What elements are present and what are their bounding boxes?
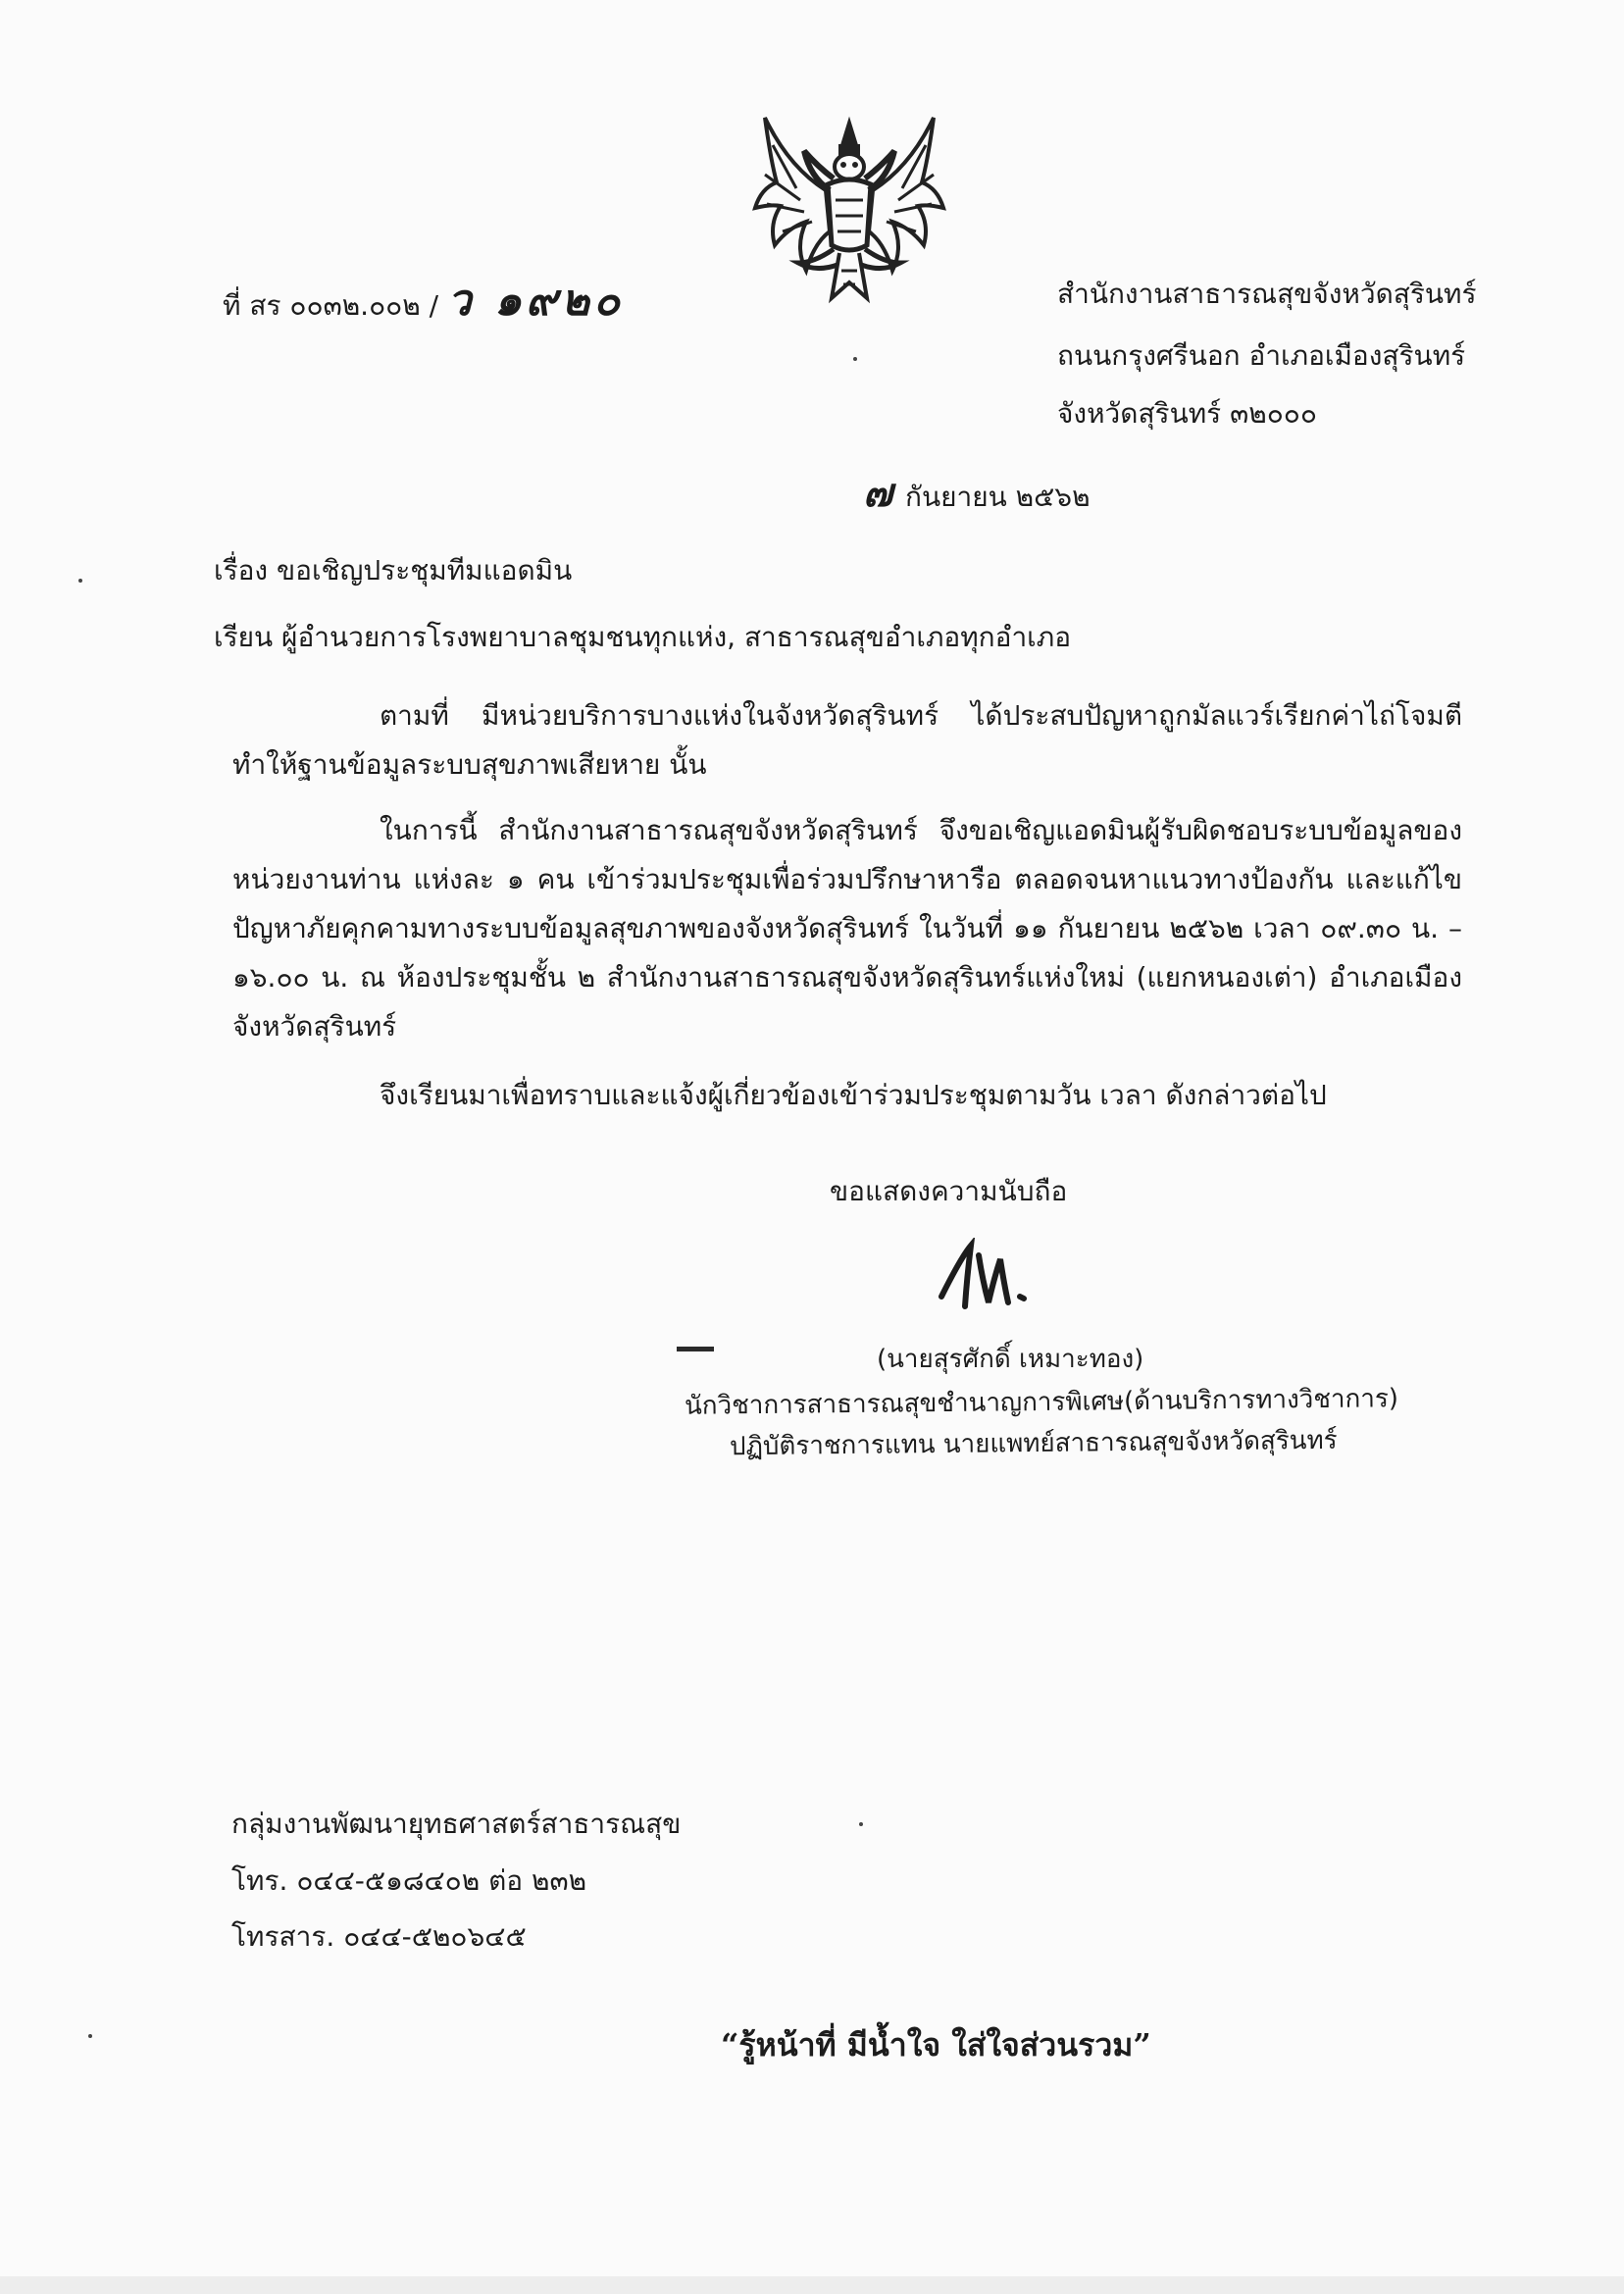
- closing-line: ขอแสดงความนับถือ: [830, 1175, 1068, 1207]
- body-paragraph-2: ในการนี้ สำนักงานสาธารณสุขจังหวัดสุรินทร์ จึงขอเชิญแอดมินผู้รับผิดชอบระบบข้อมูลของหน่วยงานท่าน แห่งละ ๑ คน เข้าร่วมประชุมเพื่อร่วมปรึกษาหารือ ตลอดจนหาแนวทางป้องกัน และแก้ไขปัญหาภัยคุกคามทางระบบข้อมูลสุขภาพของจังหวัดสุรินทร์ ในวันที่ ๑๑ กันยายน ๒๕๖๒ เวลา ๐๙.๓๐ น. – ๑๖.๐๐ น. ณ ห้องประชุมชั้น ๒ สำนักงานสาธารณสุขจังหวัดสุรินทร์แห่งใหม่ (แยกหนองเต่า) อำเภอเมือง จังหวัดสุรินทร์: [232, 814, 1462, 1043]
- subject-line: เรื่อง ขอเชิญประชุมทีมแอดมิน: [214, 554, 573, 586]
- body-paragraph-1: ตามที่ มีหน่วยบริการบางแห่งในจังหวัดสุรินทร์ ได้ประสบปัญหาถูกมัลแวร์เรียกค่าไถ่โจมตี ทำให้ฐานข้อมูลระบบสุขภาพเสียหาย นั้น: [232, 699, 1462, 781]
- speck: [859, 1822, 863, 1826]
- slogan: “รู้หน้าที่ มีน้ำใจ ใส่ใจส่วนรวม”: [721, 2026, 1151, 2064]
- speck: [78, 579, 82, 583]
- date-month-year: กันยายน ๒๕๖๒: [904, 481, 1091, 513]
- page-edge-shade: [0, 2276, 1624, 2294]
- department-name: กลุ่มงานพัฒนายุทธศาสตร์สาธารณสุข: [231, 1808, 682, 1840]
- fax-line: โทรสาร. ๐๔๔-๕๒๐๖๔๕: [231, 1920, 527, 1953]
- signatory-name: (นายสุรศักดิ์ เหมาะทอง): [877, 1345, 1144, 1374]
- stray-mark: [677, 1347, 714, 1351]
- handwritten-signature: [932, 1238, 1040, 1316]
- handwritten-reference-number: ว ๑๙๒๐: [446, 276, 624, 326]
- speck: [88, 2034, 92, 2038]
- signatory-acting-for: ปฏิบัติราชการแทน นายแพทย์สาธารณสุขจังหวัดสุรินทร์: [729, 1425, 1338, 1462]
- letter-date: [863, 470, 1091, 517]
- sender-road-district: ถนนกรุงศรีนอก อำเภอเมืองสุรินทร์: [1057, 339, 1466, 372]
- sender-office: สำนักงานสาธารณสุขจังหวัดสุรินทร์: [1057, 278, 1477, 310]
- reference-prefix: ที่ สร ๐๐๓๒.๐๐๒ /: [223, 289, 439, 322]
- speck: [853, 357, 857, 361]
- sender-province-postcode: จังหวัดสุรินทร์ ๓๒๐๐๐: [1057, 397, 1317, 430]
- garuda-emblem-icon: [747, 106, 951, 310]
- recipient-line: เรียน ผู้อำนวยการโรงพยาบาลชุมชนทุกแห่ง, สาธารณสุขอำเภอทุกอำเภอ: [214, 621, 1072, 653]
- reference-number: [223, 276, 624, 326]
- signatory-title: นักวิชาการสาธารณสุขชำนาญการพิเศษ(ด้านบริการทางวิชาการ): [684, 1384, 1399, 1421]
- body-paragraph-3: จึงเรียนมาเพื่อทราบและแจ้งผู้เกี่ยวข้องเข้าร่วมประชุมตามวัน เวลา ดังกล่าวต่อไป: [380, 1079, 1327, 1111]
- handwritten-day: ๗: [863, 470, 897, 516]
- phone-line: โทร. ๐๔๔-๕๑๘๔๐๒ ต่อ ๒๓๒: [231, 1864, 587, 1897]
